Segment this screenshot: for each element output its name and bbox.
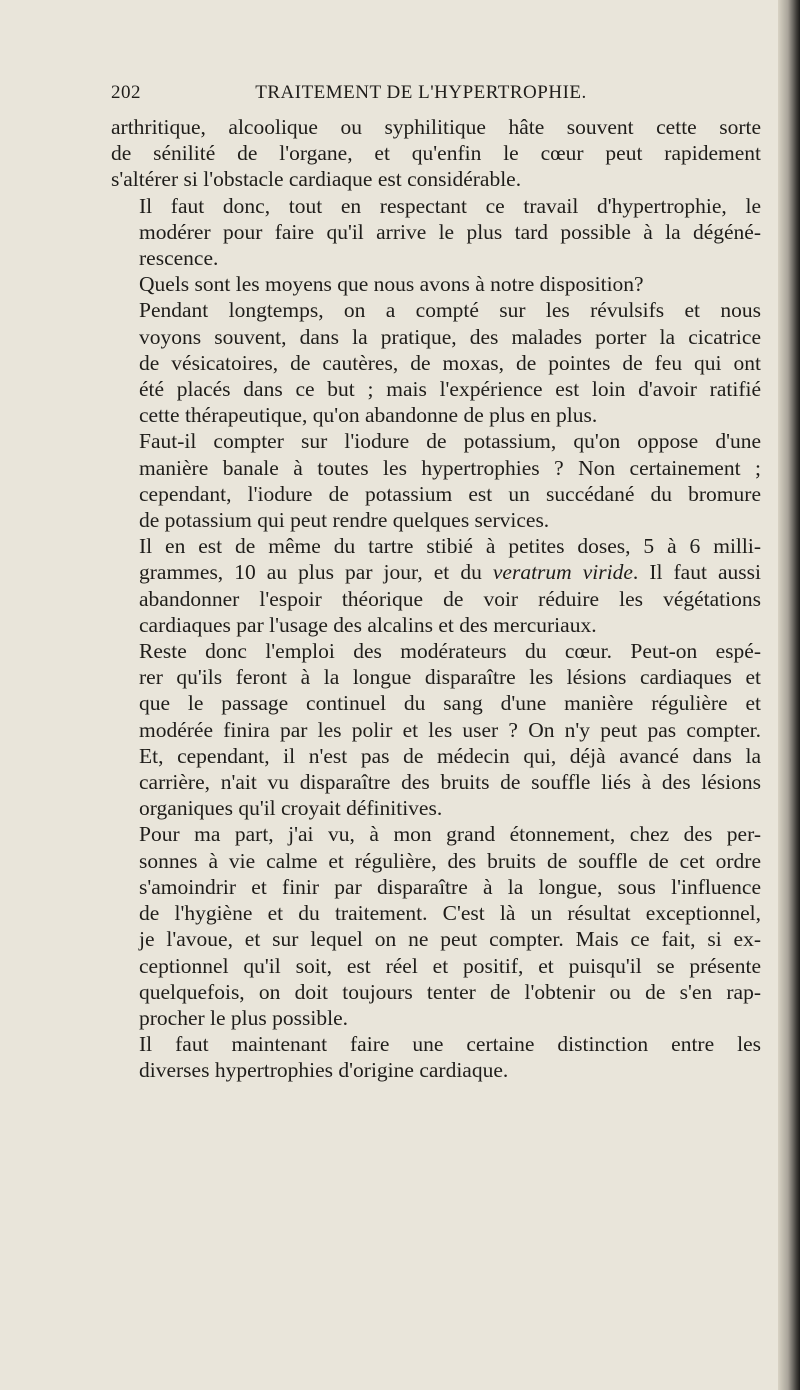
text-line: Reste donc l'emploi des modérateurs du cœur. Peut-on espé- (139, 639, 761, 664)
paragraph (111, 297, 761, 428)
text-line: je l'avoue, et sur lequel on ne peut compter. Mais ce fait, si ex- (139, 927, 761, 952)
text-line: sonnes à vie calme et régulière, des bruits de souffle de cet ordre (139, 848, 761, 873)
text-line: modérée finira par les polir et les user ? On n'y peut pas compter. (139, 717, 761, 742)
paragraph (111, 821, 761, 1031)
text-line: s'altérer si l'obstacle cardiaque est considérable. (111, 167, 522, 192)
text-line: procher le plus possible. (139, 1005, 348, 1030)
text-line: rescence. (139, 246, 219, 271)
text-line: cardiaques par l'usage des alcalins et des mercuriaux. (139, 612, 597, 637)
paragraph (111, 638, 761, 821)
text-line: diverses hypertrophies d'origine cardiaque. (139, 1058, 509, 1083)
text-line: s'amoindrir et finir par disparaître à la longue, sous l'influence (139, 874, 761, 899)
text-line: Il faut maintenant faire une certaine distinction entre les (139, 1032, 761, 1057)
body-text (111, 114, 761, 1084)
text-line: voyons souvent, dans la pratique, des malades porter la cicatrice (139, 324, 761, 349)
paragraph (111, 114, 761, 193)
text-line: Pour ma part, j'ai vu, à mon grand étonnement, chez des per- (139, 822, 761, 847)
text-line: arthritique, alcoolique ou syphilitique hâte souvent cette sorte (111, 115, 761, 139)
paragraph (111, 193, 761, 272)
text-line: Pendant longtemps, on a compté sur les révulsifs et nous (139, 298, 761, 323)
text-line: Quels sont les moyens que nous avons à notre disposition? (139, 272, 644, 297)
italic-term: veratrum viride (492, 560, 633, 585)
text-line: Il faut donc, tout en respectant ce travail d'hypertrophie, le (139, 193, 761, 218)
text-line: de vésicatoires, de cautères, de moxas, de pointes de feu qui ont (139, 350, 761, 375)
text-line: cette thérapeutique, qu'on abandonne de plus en plus. (139, 403, 598, 428)
text-line: carrière, n'ait vu disparaître des bruits de souffle liés à des lésions (139, 770, 761, 795)
paragraph (111, 533, 761, 638)
text-line: ceptionnel qu'il soit, est réel et positif, et puisqu'il se présente (139, 953, 761, 978)
text-line: manière banale à toutes les hypertrophies ? Non certainement ; (139, 455, 761, 480)
text-line: quelquefois, on doit toujours tenter de l'obtenir ou de s'en rap- (139, 979, 761, 1004)
page-number: 202 (111, 82, 141, 103)
paragraph (111, 271, 761, 297)
page-header (111, 82, 761, 110)
text-line: été placés dans ce but ; mais l'expérience est loin d'avoir ratifié (139, 377, 761, 402)
text-line: modérer pour faire qu'il arrive le plus tard possible à la dégéné- (139, 219, 761, 244)
running-title: TRAITEMENT DE L'HYPERTROPHIE. (255, 82, 587, 103)
text-line: abandonner l'espoir théorique de voir réduire les végétations (139, 586, 761, 611)
text-line: de l'hygiène et du traitement. C'est là un résultat exceptionnel, (139, 901, 761, 926)
text-line: que le passage continuel du sang d'une manière régulière et (139, 691, 761, 716)
text-line: de sénilité de l'organe, et qu'enfin le cœur peut rapidement (111, 141, 761, 166)
text-line: Faut-il compter sur l'iodure de potassium, qu'on oppose d'une (139, 429, 761, 454)
page-edge-shadow (778, 0, 800, 1390)
text-line: cependant, l'iodure de potassium est un succédané du bromure (139, 481, 761, 506)
paragraph (111, 1031, 761, 1083)
text-line: organiques qu'il croyait définitives. (139, 796, 443, 821)
text-line: de potassium qui peut rendre quelques services. (139, 508, 550, 533)
text-line: Et, cependant, il n'est pas de médecin qui, déjà avancé dans la (139, 743, 761, 768)
paragraph (111, 428, 761, 533)
text-line: grammes, 10 au plus par jour, et du veratrum viride. Il faut aussi (139, 560, 762, 585)
text-line: Il en est de même du tartre stibié à petites doses, 5 à 6 milli- (139, 534, 761, 559)
text-line: rer qu'ils feront à la longue disparaître les lésions cardiaques et (139, 665, 761, 690)
